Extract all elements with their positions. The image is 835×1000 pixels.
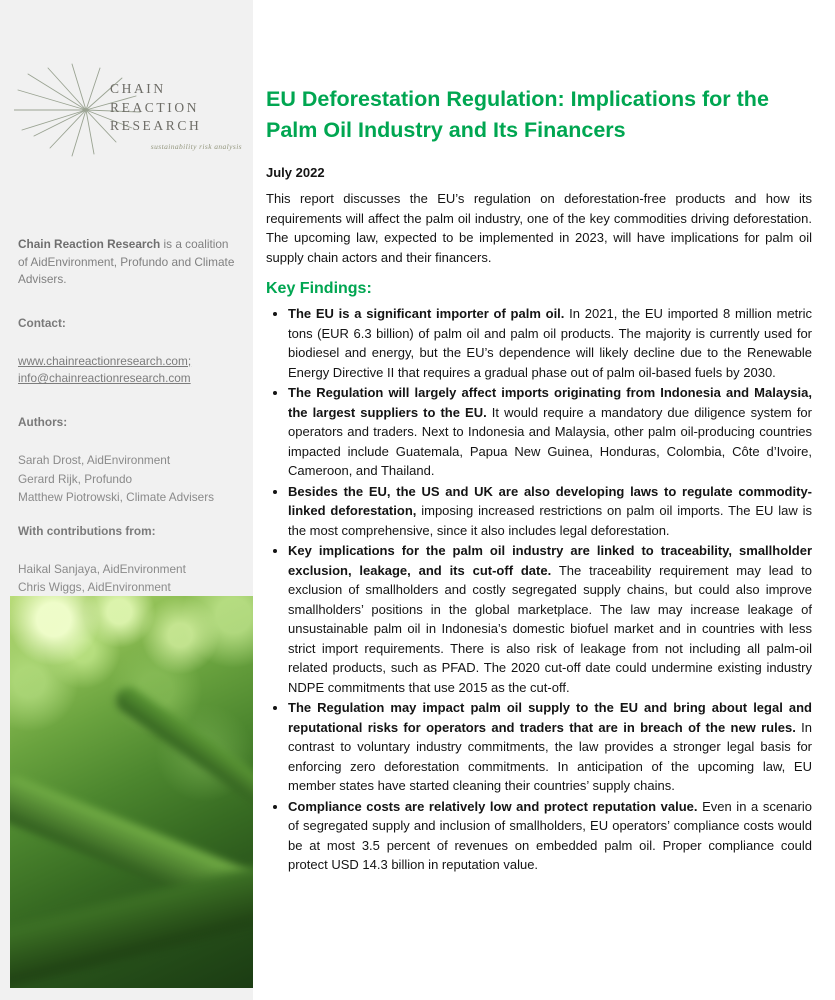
author-name: Matthew Piotrowski, Climate Advisers [18, 490, 215, 505]
finding-lead: Key implications for the palm oil industry are linked to traceability, smallholder exclusion, leakage, and its cut-off date. [288, 543, 812, 578]
finding-item [288, 304, 812, 382]
finding-lead: Besides the EU, the US and UK are also developing laws to regulate commodity-linked deforestation, [288, 483, 812, 519]
about-org-name: Chain Reaction Research [18, 237, 161, 251]
finding-text: In contrast to voluntary industry commitments, the law provides a stronger legal basis for enforcing zero deforestation commitments. In anticipation of the upcoming law, EU member states have started cleaning their countries’ supply chains. [288, 719, 812, 794]
finding-item [288, 797, 812, 875]
report-title: EU Deforestation Regulation: Implications for the Palm Oil Industry and Its Financers [266, 87, 769, 142]
contributor-name: Haikal Sanjaya, AidEnvironment [18, 561, 186, 576]
key-findings-heading: Key Findings: [266, 280, 372, 298]
finding-item [288, 541, 812, 697]
key-findings-list [266, 304, 812, 875]
about-rest: is a coalition of AidEnvironment, Profundo and Climate Advisers. [18, 237, 235, 287]
crr-logo [0, 60, 253, 178]
branch-shape [111, 682, 253, 832]
finding-text: imposing increased restrictions on palm oil imports. The EU law is the most comprehensive, since it also includes legal deforestation. [288, 503, 812, 538]
contact-links [0, 353, 253, 388]
finding-lead: The Regulation may impact palm oil supply to the EU and bring about legal and reputational risks for operators and traders that are in breach of the new rules. [288, 700, 812, 735]
finding-item [288, 698, 812, 796]
logo-line-3: RESEARCH [110, 118, 202, 134]
contributions-label: With contributions from: [18, 523, 156, 538]
website-link[interactable]: www.chainreactionresearch.com; [18, 353, 192, 368]
finding-lead: The EU is a significant importer of palm oil. [288, 306, 565, 322]
logo-line-2: REACTION [110, 99, 200, 115]
contact-label: Contact: [18, 316, 66, 331]
contributor-name: Chris Wiggs, AidEnvironment [18, 580, 171, 595]
finding-lead: Compliance costs are relatively low and protect reputation value. [288, 798, 698, 814]
sidebar [0, 0, 253, 1000]
finding-text: In 2021, the EU imported 8 million metric tons (EUR 6.3 billion) of palm oil and palm oil products. The majority is currently used for biodiesel and energy, but the EU’s dependence will likely decline due to the Renewable Energy Directive II that requires a gradual phase out of palm oil-based fuels by 2030. [288, 306, 813, 380]
finding-text: Even in a scenario of segregated supply and inclusion of smallholders, EU operators’ compliance costs would be at most 3.5 percent of revenues on embedded palm oil. Proper compliance could protect USD 14.3 billion in reputation value. [288, 798, 812, 873]
finding-item [288, 383, 812, 481]
logo-line-1: CHAIN [110, 81, 166, 96]
logo-wordmark [110, 80, 242, 152]
finding-item [288, 482, 812, 541]
main-content [266, 0, 812, 876]
contributors-list [0, 561, 253, 597]
authors-label: Authors: [18, 415, 68, 430]
intro-paragraph: This report discusses the EU’s regulation on deforestation-free products and how its requirements will affect the palm oil industry, one of the key commodities driving deforestation. The upcoming law, expected to be implemented in 2023, will have implications for palm oil supply chain actors and their financers. [266, 191, 812, 265]
about-text [0, 236, 253, 289]
author-name: Gerard Rijk, Profundo [18, 471, 133, 486]
author-name: Sarah Drost, AidEnvironment [18, 452, 171, 467]
branch-shape [10, 856, 253, 988]
report-date: July 2022 [266, 165, 325, 181]
finding-text: It would require a mandatory due diligence system for operators and traders. Next to Indonesia and Malaysia, other palm oil-producing countries impacted include Guatemala, Papua New Guinea, Honduras, Colombia, Côte d’Ivoire, Cameroon, and Thailand. [288, 404, 812, 479]
finding-lead: The Regulation will largely affect imports originating from Indonesia and Malaysia, the largest suppliers to the EU. [288, 385, 812, 420]
email-link[interactable]: info@chainreactionresearch.com [18, 371, 191, 386]
logo-tagline: sustainability risk analysis [150, 141, 242, 151]
authors-list [0, 452, 253, 507]
forest-photo [10, 596, 253, 988]
finding-text: The traceability requirement may lead to exclusion of smallholders and costly segregated supply chains, but could also improve smallholders’ positions in the global marketplace. The law may increase leakage of unsustainable palm oil in Indonesia’s domestic biofuel market and in countries with less strict import requirements. There is also risk of leakage from not including all palm-oil related products, such as PFAD. The 2020 cut-off date could undermine existing industry NDPE commitments that use 2015 as the cut-off. [288, 562, 812, 695]
